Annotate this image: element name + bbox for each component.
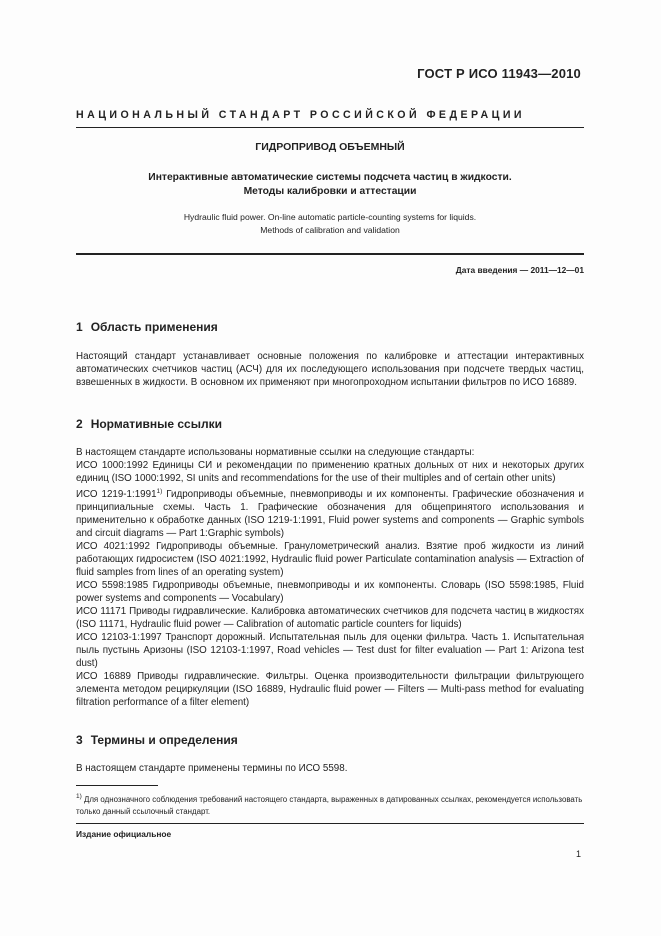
header-divider: [76, 127, 584, 128]
footnote-marker: 1): [156, 488, 163, 495]
title-divider: [76, 253, 584, 255]
national-standard-banner: НАЦИОНАЛЬНЫЙ СТАНДАРТ РОССИЙСКОЙ ФЕДЕРАЦИИ: [76, 109, 525, 121]
reference-iso-4021: ИСО 4021:1992 Гидроприводы объемные. Гранулометрический анализ. Взятие проб жидкости из линий работающих гидросистем (ISO 4021:1992, Hydraulic fluid power Particulate contamination analysis — Extraction of fluid samples from lines of an operating system): [76, 541, 584, 578]
reference-iso-11171: ИСО 11171 Приводы гидравлические. Калибровка автоматических счетчиков для подсчета частиц в жидкостях (ISO 11171, Hydraulic fluid power — Calibration of automatic particle counters for liquids): [76, 606, 584, 630]
section-2-body: [76, 446, 584, 709]
introduction-date: Дата введения — 2011—12—01: [455, 265, 584, 275]
section-1-number: 1: [76, 320, 83, 334]
section-2-heading: [76, 417, 230, 431]
section-2-title: Нормативные ссылки: [90, 417, 222, 431]
section-1-body: [76, 350, 584, 389]
reference-iso-16889: ИСО 16889 Приводы гидравлические. Фильтры. Оценка производительности фильтрации фильтрующего элемента методом рециркуляции (ISO 16889, Hydraulic fluid power — Filters — Multi-pass method for evaluating filtration performance of a filter element): [76, 671, 584, 708]
section-1-heading: [76, 320, 226, 334]
section-1-text: Настоящий стандарт устанавливает основные положения по калибровке и аттестации интерактивных автоматических счетчиков частиц (АСЧ) для их последующего использования при подсчете твердых частиц, взвешенных в жидкости. В основном их применяют при многопроходном испытании фильтров по ИСО 16889.: [76, 351, 584, 388]
section-3-body: [76, 762, 584, 775]
footnote-number: 1): [76, 793, 82, 800]
title-english-line-1: Hydraulic fluid power. On-line automatic particle-counting systems for liquids.: [183, 212, 477, 222]
document-id: ГОСТ Р ИСО 11943—2010: [417, 66, 581, 81]
reference-iso-5598: ИСО 5598:1985 Гидроприводы объемные, пневмоприводы и их компоненты. Словарь (ISO 5598:1985, Fluid power systems and components — Vocabulary): [76, 580, 584, 604]
footnote-divider: [76, 785, 158, 786]
title-subtitle-line-1: Интерактивные автоматические системы подсчета частиц в жидкости.: [148, 172, 512, 183]
title-english: [76, 211, 584, 237]
title-subtitle-line-2: Методы калибровки и аттестации: [243, 185, 417, 197]
reference-iso-1219-text: Гидроприводы объемные, пневмоприводы и их компоненты. Графические обозначения и принципиальные схемы. Часть 1. Графические обозначения для общепринятого использования и применительно к обработке данных (ISO 1219-1:1991, Fluid power systems and components — Graphic symbols and circuit diagrams — Part 1:Graphic symbols): [76, 489, 585, 539]
title-subtitle: [76, 171, 584, 198]
footnote-text: Для однозначного соблюдения требований настоящего стандарта, выраженных в датированных ссылках, рекомендуется использовать только данный ссылочный стандарт.: [76, 795, 583, 816]
edition-label: Издание официальное: [76, 829, 172, 839]
footer-divider: [76, 823, 584, 824]
section-3-title: Термины и определения: [90, 733, 238, 747]
section-2-number: 2: [76, 417, 83, 431]
section-3-text: В настоящем стандарте применены термины по ИСО 5598.: [76, 763, 348, 774]
page-number: 1: [575, 849, 581, 859]
section-1-title: Область применения: [90, 320, 218, 334]
references-intro: В настоящем стандарте использованы нормативные ссылки на следующие стандарты:: [76, 447, 475, 458]
reference-iso-1219-code: ИСО 1219-1:1991: [76, 489, 157, 500]
title-main: ГИДРОПРИВОД ОБЪЕМНЫЙ: [255, 141, 405, 153]
reference-iso-1000: ИСО 1000:1992 Единицы СИ и рекомендации по применению кратных дольных от них и некоторых других единиц (ISO 1000:1992, SI units and recommendations for the use of their multiples and of certain other units): [76, 460, 584, 484]
title-english-line-2: Methods of calibration and validation: [260, 225, 400, 235]
section-3-heading: [76, 733, 246, 747]
footnote: [76, 791, 584, 818]
reference-iso-12103: ИСО 12103-1:1997 Транспорт дорожный. Испытательная пыль для оценки фильтра. Часть 1. Испытательная пыль пустынь Аризоны (ISO 12103-1:1997, Road vehicles — Test dust for filter evaluation — Part 1: Arizona test dust): [76, 632, 584, 669]
reference-iso-1219: [76, 485, 584, 540]
section-3-number: 3: [76, 733, 83, 747]
